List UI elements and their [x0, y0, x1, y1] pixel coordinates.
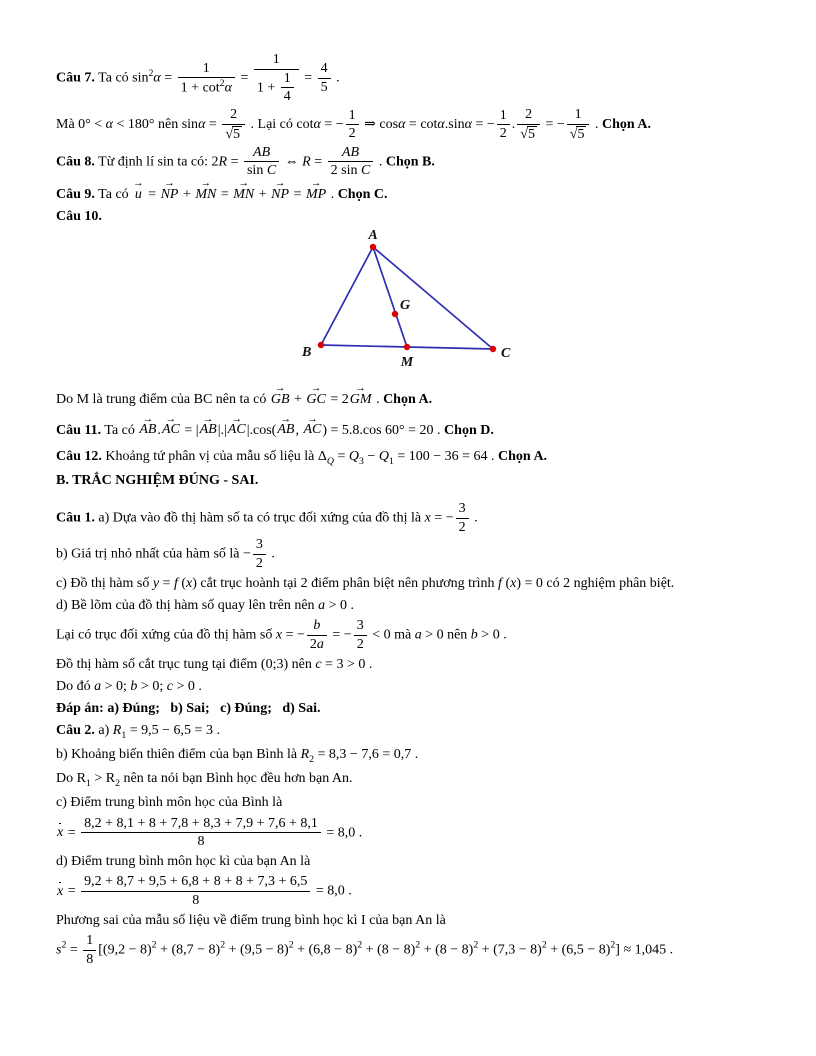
- vertex-label-a: A: [368, 229, 378, 244]
- cau1-answer: Đáp án: a) Đúng; b) Sai; c) Đúng; d) Sai.: [56, 701, 321, 717]
- cau7-solution-line2: Mà 0° < α < 180° nên sinα = $\frac{2}{√5}$ . Lại có cotα = − $\frac{1}{2}$ ⇒ cosα = cotα.sinα = − $\frac{1}{2}$ . $\frac{2}{√5}$ = − $\frac{1}{√5}$ . Chọn A.: [56, 107, 651, 142]
- cau1-a: Câu 1. a) Dựa vào đồ thị hàm số ta có trục đối xứng của đồ thị là x = − $\frac{3}{2}$ .: [56, 500, 478, 535]
- cau2-b-line2: Do $R_1 > R_2$ nên ta nói bạn Bình học đều hơn bạn An.: [56, 771, 353, 790]
- cau2-d: d) Điểm trung bình môn học kì của bạn An là: [56, 854, 311, 870]
- cau2-c: c) Điểm trung bình môn học của Bình là: [56, 795, 283, 811]
- cau10-solution: Do M là trung điểm của BC nên ta có → GB + → GC = 2 → GM . Chọn A.: [56, 383, 433, 408]
- cau1-d-line2: Lại có trục đối xứng của đồ thị hàm số x = − $\frac{b}{2a}$ = − $\frac{3}{2}$ < 0 mà a > 0 nên b > 0 .: [56, 618, 507, 652]
- point-b: [318, 342, 324, 348]
- point-g: [392, 311, 398, 317]
- cau2-d-variance: $s^2$ = $\frac{1}{8}$ $[(9,2 - 8)^2 + (8,7 - 8)^2 + (9,5 - 8)^2 + (6,8 - 8)^2 + (8 - 8)^2 + (8 - 8)^2 + (7,3 - 8)^2 + (6,5 - 8)^2] \approx 1,045$ .: [56, 933, 674, 967]
- cau8-solution: Câu 8. Từ định lí sin ta có: 2R = $\frac{AB}{\text{sin C}}$ ⇔ R = $\frac{AB}{\text{2 sin C}}$ . Chọn B.: [56, 144, 435, 179]
- solutions-top-section: [56, 52, 772, 227]
- cau1-d-line3: Đồ thị hàm số cắt trục tung tại điểm (0;3) nên c = 3 > 0 .: [56, 656, 373, 672]
- point-m: [404, 344, 410, 350]
- cau2-c-formula: x = $\frac{8,2 + 8,1 + 8 + 7,8 + 8,3 + 7,9 + 7,6 + 8,1}{8}$ = 8,0 .: [57, 815, 363, 850]
- cau1-d-line4: Do đó a > 0; b > 0; c > 0 .: [56, 678, 202, 694]
- point-a: [370, 244, 376, 250]
- cau2-d-formula: x = $\frac{9,2 + 8,7 + 9,5 + 6,8 + 8 + 8 + 7,3 + 6,5}{8}$ = 8,0 .: [57, 874, 352, 909]
- cau2-b: b) Khoảng biến thiên điểm của bạn Bình là $R_2 = 8,3 - 7,6 = 0,7$ .: [56, 747, 419, 766]
- cau2-a: Câu 2. a) $R_1 = 9,5 - 6,5 = 3$ .: [56, 723, 220, 742]
- cau1-c: c) Đồ thị hàm số y = f (x) cắt trục hoành tại 2 điểm phân biệt nên phương trình f (x) = 0 có 2 nghiệm phân biệt.: [56, 575, 675, 591]
- edge-ab: [321, 247, 373, 345]
- cau7-solution-line1: Câu 7. Ta có $\sin^2\alpha$ = $\frac{1}{1 + \cot^2\alpha}$ = 1 1 + $\frac{1}{4}$ = $\frac{4}{5}$ .: [56, 52, 340, 105]
- cau9-solution: Câu 9. Ta có → u = → NP + → MN = → MN + → NP = → MP . Chọn C.: [56, 178, 388, 202]
- triangle-figure: [300, 229, 540, 379]
- cau10-figure-container: [300, 229, 540, 384]
- vertex-label-c: C: [501, 346, 511, 362]
- cau12-solution: Câu 12. Khoảng tứ phân vị của mẫu số liệu là $\Delta_Q = Q_3 - Q_1 = 100 - 36 = 64$ . Chọn A.: [56, 448, 548, 467]
- vertex-label-b: B: [302, 345, 312, 361]
- cau2-d-line2: Phương sai của mẫu số liệu về điểm trung bình học kì I của bạn An là: [56, 912, 446, 928]
- cau10-heading: Câu 10.: [56, 209, 102, 225]
- solutions-bottom-section: [56, 383, 772, 967]
- vertex-label-m: M: [400, 355, 414, 371]
- cau1-b: b) Giá trị nhỏ nhất của hàm số là − $\frac{3}{2}$ .: [56, 537, 275, 571]
- point-c: [490, 346, 496, 352]
- cau1-d: d) Bề lõm của đồ thị hàm số quay lên trên nên a > 0 .: [56, 597, 354, 613]
- vertex-label-g: G: [400, 298, 411, 314]
- section-b-heading: B. TRẮC NGHIỆM ĐÚNG - SAI.: [56, 472, 259, 488]
- cau11-solution: Câu 11. Ta có → AB . → AC = | → AB |.| → AC |.cos( → AB , → AC ) = 5.8.cos 60° = 20 . Chọn D.: [56, 413, 494, 438]
